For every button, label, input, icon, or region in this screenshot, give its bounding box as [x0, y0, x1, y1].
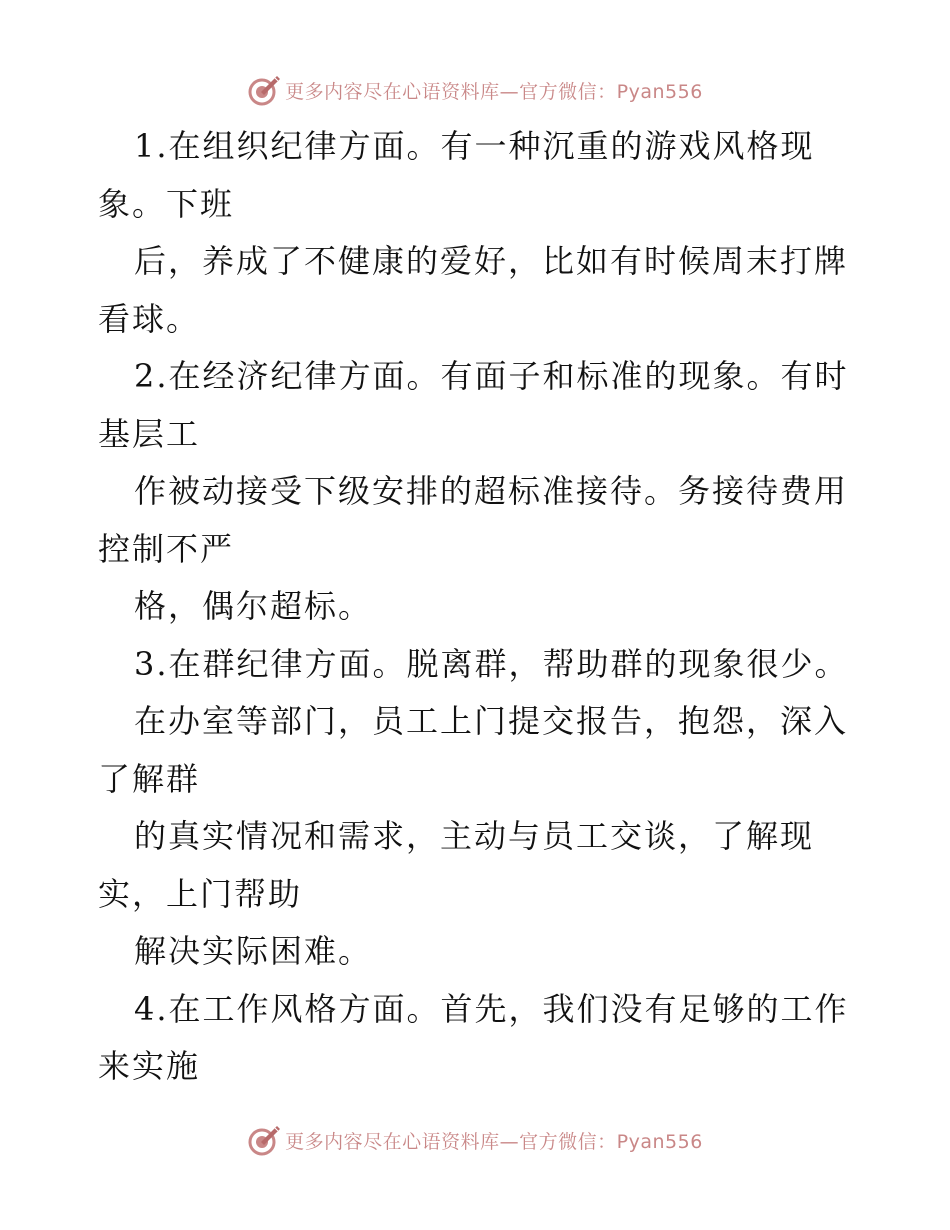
text-line: 3.在群纪律方面。脱离群，帮助群的现象很少。	[134, 644, 849, 683]
text-line: 基层工	[98, 414, 201, 453]
text-line: 在办室等部门，员工上门提交报告，抱怨，深入	[134, 702, 849, 740]
text-line: 格，偶尔超标。	[134, 587, 373, 625]
document-body	[98, 118, 858, 1096]
text-line: 后，养成了不健康的爱好，比如有时候周末打牌	[134, 242, 849, 280]
text-line: 1.在组织纪律方面。有一种沉重的游戏风格现	[134, 127, 815, 165]
text-line: 解决实际困难。	[134, 932, 373, 970]
text-line: 2.在经济纪律方面。有面子和标准的现象。有时	[134, 357, 849, 395]
text-line: 4.在工作风格方面。首先，我们没有足够的工作	[134, 989, 849, 1028]
text-line: 看球。	[98, 299, 201, 338]
seal-pen-logo-icon	[247, 73, 281, 107]
text-line: 象。下班	[98, 184, 235, 223]
text-line: 的真实情况和需求，主动与员工交谈，了解现	[134, 817, 815, 855]
text-line: 实，上门帮助	[98, 874, 303, 913]
text-line: 来实施	[98, 1047, 201, 1085]
text-line: 作被动接受下级安排的超标准接待。务接待费用	[134, 472, 849, 510]
seal-pen-logo-icon	[247, 1123, 281, 1157]
text-line: 了解群	[98, 759, 201, 798]
footer-watermark	[0, 1120, 950, 1160]
watermark-text: 更多内容尽在心语资料库—官方微信：Pyan556	[285, 80, 703, 103]
text-line: 控制不严	[98, 529, 235, 568]
header-watermark	[0, 70, 950, 110]
watermark-text: 更多内容尽在心语资料库—官方微信：Pyan556	[285, 1130, 703, 1153]
